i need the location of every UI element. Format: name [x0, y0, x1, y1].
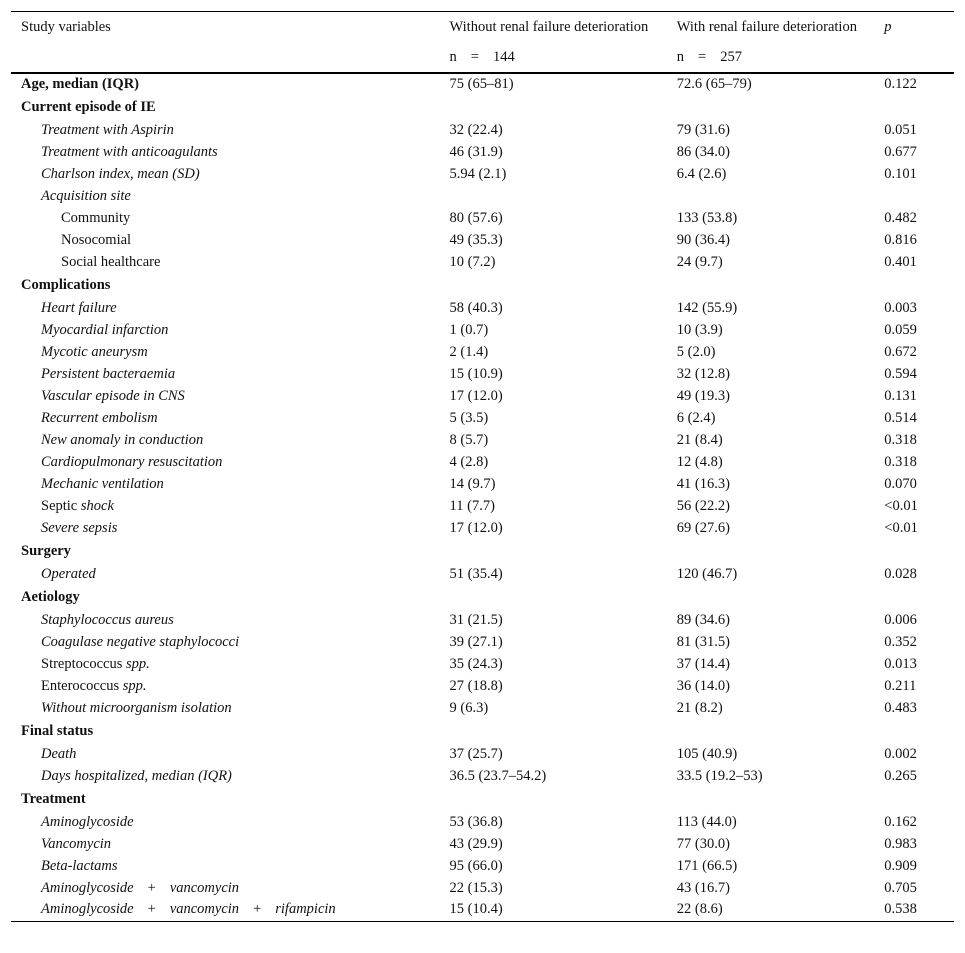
study-variables-table — [11, 11, 954, 922]
table-row: Aminoglycoside + vancomycin 22 (15.3) 43 (16.7) 0.705 — [41, 879, 917, 896]
table-row: Days hospitalized, median (IQR) 36.5 (23.7–54.2) 33.5 (19.2–53) 0.265 — [41, 767, 917, 784]
header-with-renal-failure: With renal failure deterioration — [677, 12, 885, 43]
table-row: Persistent bacteraemia 15 (10.9) 32 (12.8) 0.594 — [41, 365, 917, 382]
table-row: Nosocomial 49 (35.3) 90 (36.4) 0.816 — [61, 231, 917, 248]
table-row: Heart failure 58 (40.3) 142 (55.9) 0.003 — [41, 299, 917, 316]
n-with-label: n — [676, 48, 685, 65]
study-variables-table-container — [11, 11, 954, 922]
n-with — [677, 42, 885, 73]
n-with-value: 257 — [720, 48, 742, 65]
table-body — [11, 73, 954, 921]
table-row: Vancomycin 43 (29.9) 77 (30.0) 0.983 — [41, 835, 917, 852]
table-row: Death 37 (25.7) 105 (40.9) 0.002 — [41, 745, 917, 762]
table-row: Aminoglycoside + vancomycin + rifampicin 15 (10.4) 22 (8.6) 0.538 — [11, 899, 954, 921]
section-row: Complications — [21, 276, 111, 293]
header-study-variables: Study variables — [11, 12, 450, 43]
header-row — [11, 12, 954, 43]
table-row: Vascular episode in CNS 17 (12.0) 49 (19.3) 0.131 — [41, 387, 917, 404]
section-row: Treatment — [21, 790, 86, 807]
table-row: Septic shock 11 (7.7) 56 (22.2) <0.01 — [41, 497, 918, 514]
table-row: Aminoglycoside 53 (36.8) 113 (44.0) 0.162 — [41, 813, 917, 830]
n-without-eq: = — [470, 48, 479, 65]
table-row: Staphylococcus aureus 31 (21.5) 89 (34.6) 0.006 — [41, 611, 917, 628]
table-row: Severe sepsis 17 (12.0) 69 (27.6) <0.01 — [41, 519, 918, 536]
table-row: Cardiopulmonary resuscitation 4 (2.8) 12 (4.8) 0.318 — [41, 453, 917, 470]
header-p-value: p — [884, 12, 954, 43]
n-with-eq: = — [698, 48, 707, 65]
table-row: Age, median (IQR) 75 (65–81) 72.6 (65–79) 0.122 — [21, 76, 917, 92]
table-row: Operated 51 (35.4) 120 (46.7) 0.028 — [41, 565, 917, 582]
table-row: Coagulase negative staphylococci 39 (27.1) 81 (31.5) 0.352 — [41, 633, 917, 650]
section-row: Current episode of IE — [21, 98, 156, 115]
n-without-value: 144 — [492, 48, 515, 65]
table-row: Myocardial infarction 1 (0.7) 10 (3.9) 0.059 — [41, 321, 917, 338]
header-n-row — [11, 42, 954, 73]
section-row: Final status — [21, 722, 94, 739]
table-row: Charlson index, mean (SD) 5.94 (2.1) 6.4 (2.6) 0.101 — [41, 165, 917, 182]
table-row: New anomaly in conduction 8 (5.7) 21 (8.4) 0.318 — [41, 431, 917, 448]
n-without-label: n — [449, 48, 457, 65]
subsection-row: Acquisition site — [41, 187, 131, 204]
table-row: Treatment with anticoagulants 46 (31.9) 86 (34.0) 0.677 — [41, 143, 917, 160]
table-row: Treatment with Aspirin 32 (22.4) 79 (31.6) 0.051 — [41, 121, 917, 138]
table-row: Recurrent embolism 5 (3.5) 6 (2.4) 0.514 — [41, 409, 917, 426]
table-row: Mycotic aneurysm 2 (1.4) 5 (2.0) 0.672 — [41, 343, 917, 360]
table-row: Beta-lactams 95 (66.0) 171 (66.5) 0.909 — [41, 857, 917, 874]
section-row: Aetiology — [21, 588, 80, 605]
table-row: Enterococcus spp. 27 (18.8) 36 (14.0) 0.211 — [41, 677, 917, 694]
n-without — [450, 42, 677, 73]
table-row: Without microorganism isolation 9 (6.3) 21 (8.2) 0.483 — [41, 699, 917, 716]
table-row: Social healthcare 10 (7.2) 24 (9.7) 0.401 — [61, 253, 917, 270]
table-row: Mechanic ventilation 14 (9.7) 41 (16.3) 0.070 — [41, 475, 917, 492]
table-row: Streptococcus spp. 35 (24.3) 37 (14.4) 0.013 — [41, 655, 917, 672]
table-row: Community 80 (57.6) 133 (53.8) 0.482 — [61, 209, 917, 226]
header-without-renal-failure: Without renal failure deterioration — [450, 12, 677, 43]
section-row: Surgery — [21, 542, 71, 559]
